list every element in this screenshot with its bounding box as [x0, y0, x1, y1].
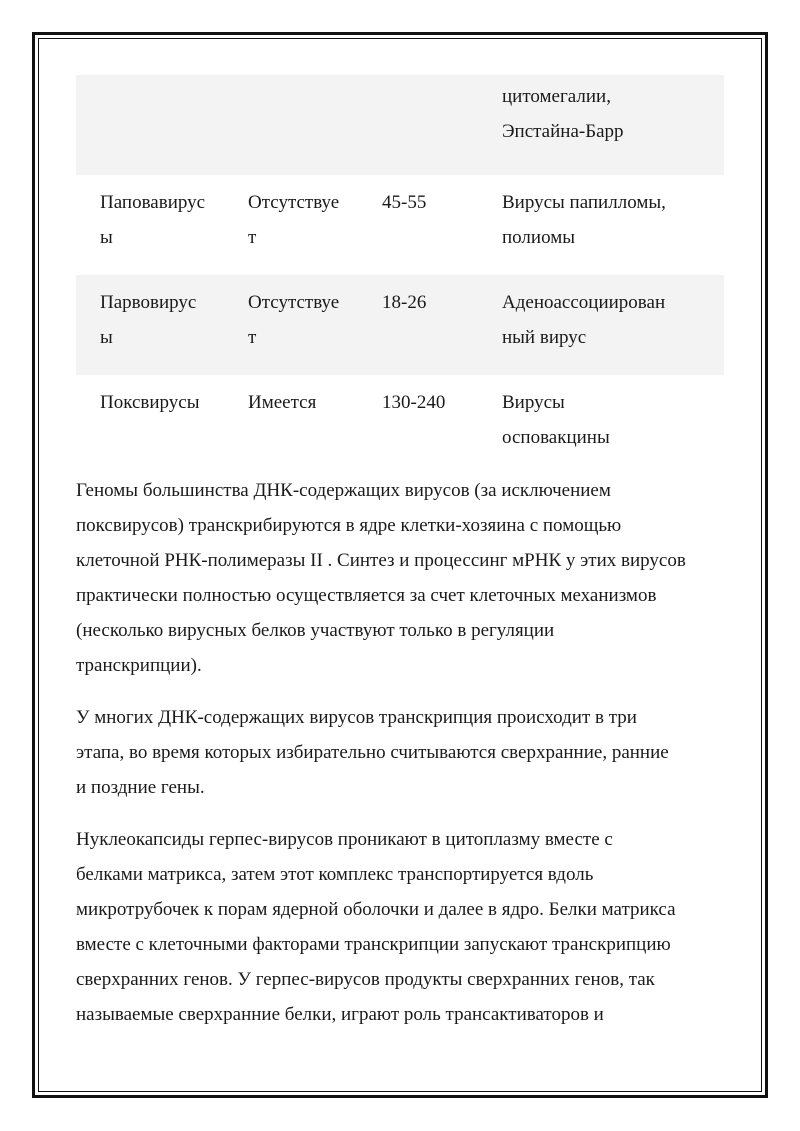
table-cell-envelope: [248, 385, 370, 420]
cell-line: Аденоассоциирован: [502, 292, 666, 313]
cell-line: ы: [100, 327, 113, 348]
table-cell-envelope: [248, 185, 370, 255]
cell-line: 130-240: [382, 392, 446, 413]
cell-line: Парвовирус: [100, 292, 197, 313]
cell-line: ы: [100, 227, 113, 248]
table-row: [76, 375, 724, 475]
text-line: практически полностью осуществляется за счет клеточных механизмов: [76, 585, 657, 606]
table-cell-examples: [502, 285, 712, 355]
table-cell-family: [100, 385, 230, 420]
text-line: У многих ДНК-содержащих вирусов транскрипция происходит в три: [76, 707, 637, 728]
cell-line: Паповавирус: [100, 192, 206, 213]
cell-line: полиомы: [502, 227, 575, 248]
cell-line: Отсутствуе: [248, 292, 340, 313]
text-line: поксвирусов) транскрибируются в ядре клетки-хозяина с помощью: [76, 515, 622, 536]
table-cell-envelope: [248, 285, 370, 355]
cell-line: Вирусы папилломы,: [502, 192, 666, 213]
text-line: сверхранних генов. У герпес-вирусов продукты сверхранних генов, так: [76, 969, 655, 990]
table-cell-examples: [502, 185, 712, 255]
table-cell-family: [100, 285, 230, 355]
cell-line: 45-55: [382, 192, 427, 213]
text-line: транскрипции).: [76, 655, 202, 676]
cell-line: Вирусы: [502, 392, 565, 413]
paragraph-genomes: [76, 473, 726, 683]
text-line: Нуклеокапсиды герпес-вирусов проникают в цитоплазму вместе с: [76, 829, 613, 850]
cell-line: Поксвирусы: [100, 392, 200, 413]
paragraph-herpes: [76, 822, 726, 1032]
table-cell-family: [100, 185, 230, 255]
table-cell-size: [382, 185, 482, 220]
text-line: вместе с клеточными факторами транскрипции запускают транскрипцию: [76, 934, 671, 955]
table-cell-size: [382, 385, 482, 420]
virus-table: [76, 75, 724, 475]
text-line: (несколько вирусных белков участвуют только в регуляции: [76, 620, 555, 641]
text-line: белками матрикса, затем этот комплекс транспортируется вдоль: [76, 864, 594, 885]
text-line: и поздние гены.: [76, 777, 205, 798]
cell-line: 18-26: [382, 292, 427, 313]
table-row: [76, 75, 724, 175]
cell-line: Отсутствуе: [248, 192, 340, 213]
text-line: клеточной РНК-полимеразы II . Синтез и процессинг мРНК у этих вирусов: [76, 550, 686, 571]
text-line: этапа, во время которых избирательно считываются сверхранние, ранние: [76, 742, 669, 763]
cell-line: Имеется: [248, 392, 317, 413]
cell-line: Эпстайна-Барр: [502, 121, 624, 142]
cell-line: ный вирус: [502, 327, 587, 348]
table-cell-examples: [502, 79, 712, 149]
cell-line: цитомегалии,: [502, 86, 611, 107]
cell-line: т: [248, 227, 257, 248]
cell-line: т: [248, 327, 257, 348]
text-line: называемые сверхранние белки, играют роль трансактиваторов и: [76, 1004, 604, 1025]
text-line: микротрубочек к порам ядерной оболочки и далее в ядро. Белки матрикса: [76, 899, 676, 920]
cell-line: осповакцины: [502, 427, 610, 448]
table-row: [76, 175, 724, 275]
text-line: Геномы большинства ДНК-содержащих вирусов (за исключением: [76, 480, 611, 501]
paragraph-transcription-stages: [76, 700, 726, 805]
table-row: [76, 275, 724, 375]
table-cell-size: [382, 285, 482, 320]
table-cell-examples: [502, 385, 712, 455]
